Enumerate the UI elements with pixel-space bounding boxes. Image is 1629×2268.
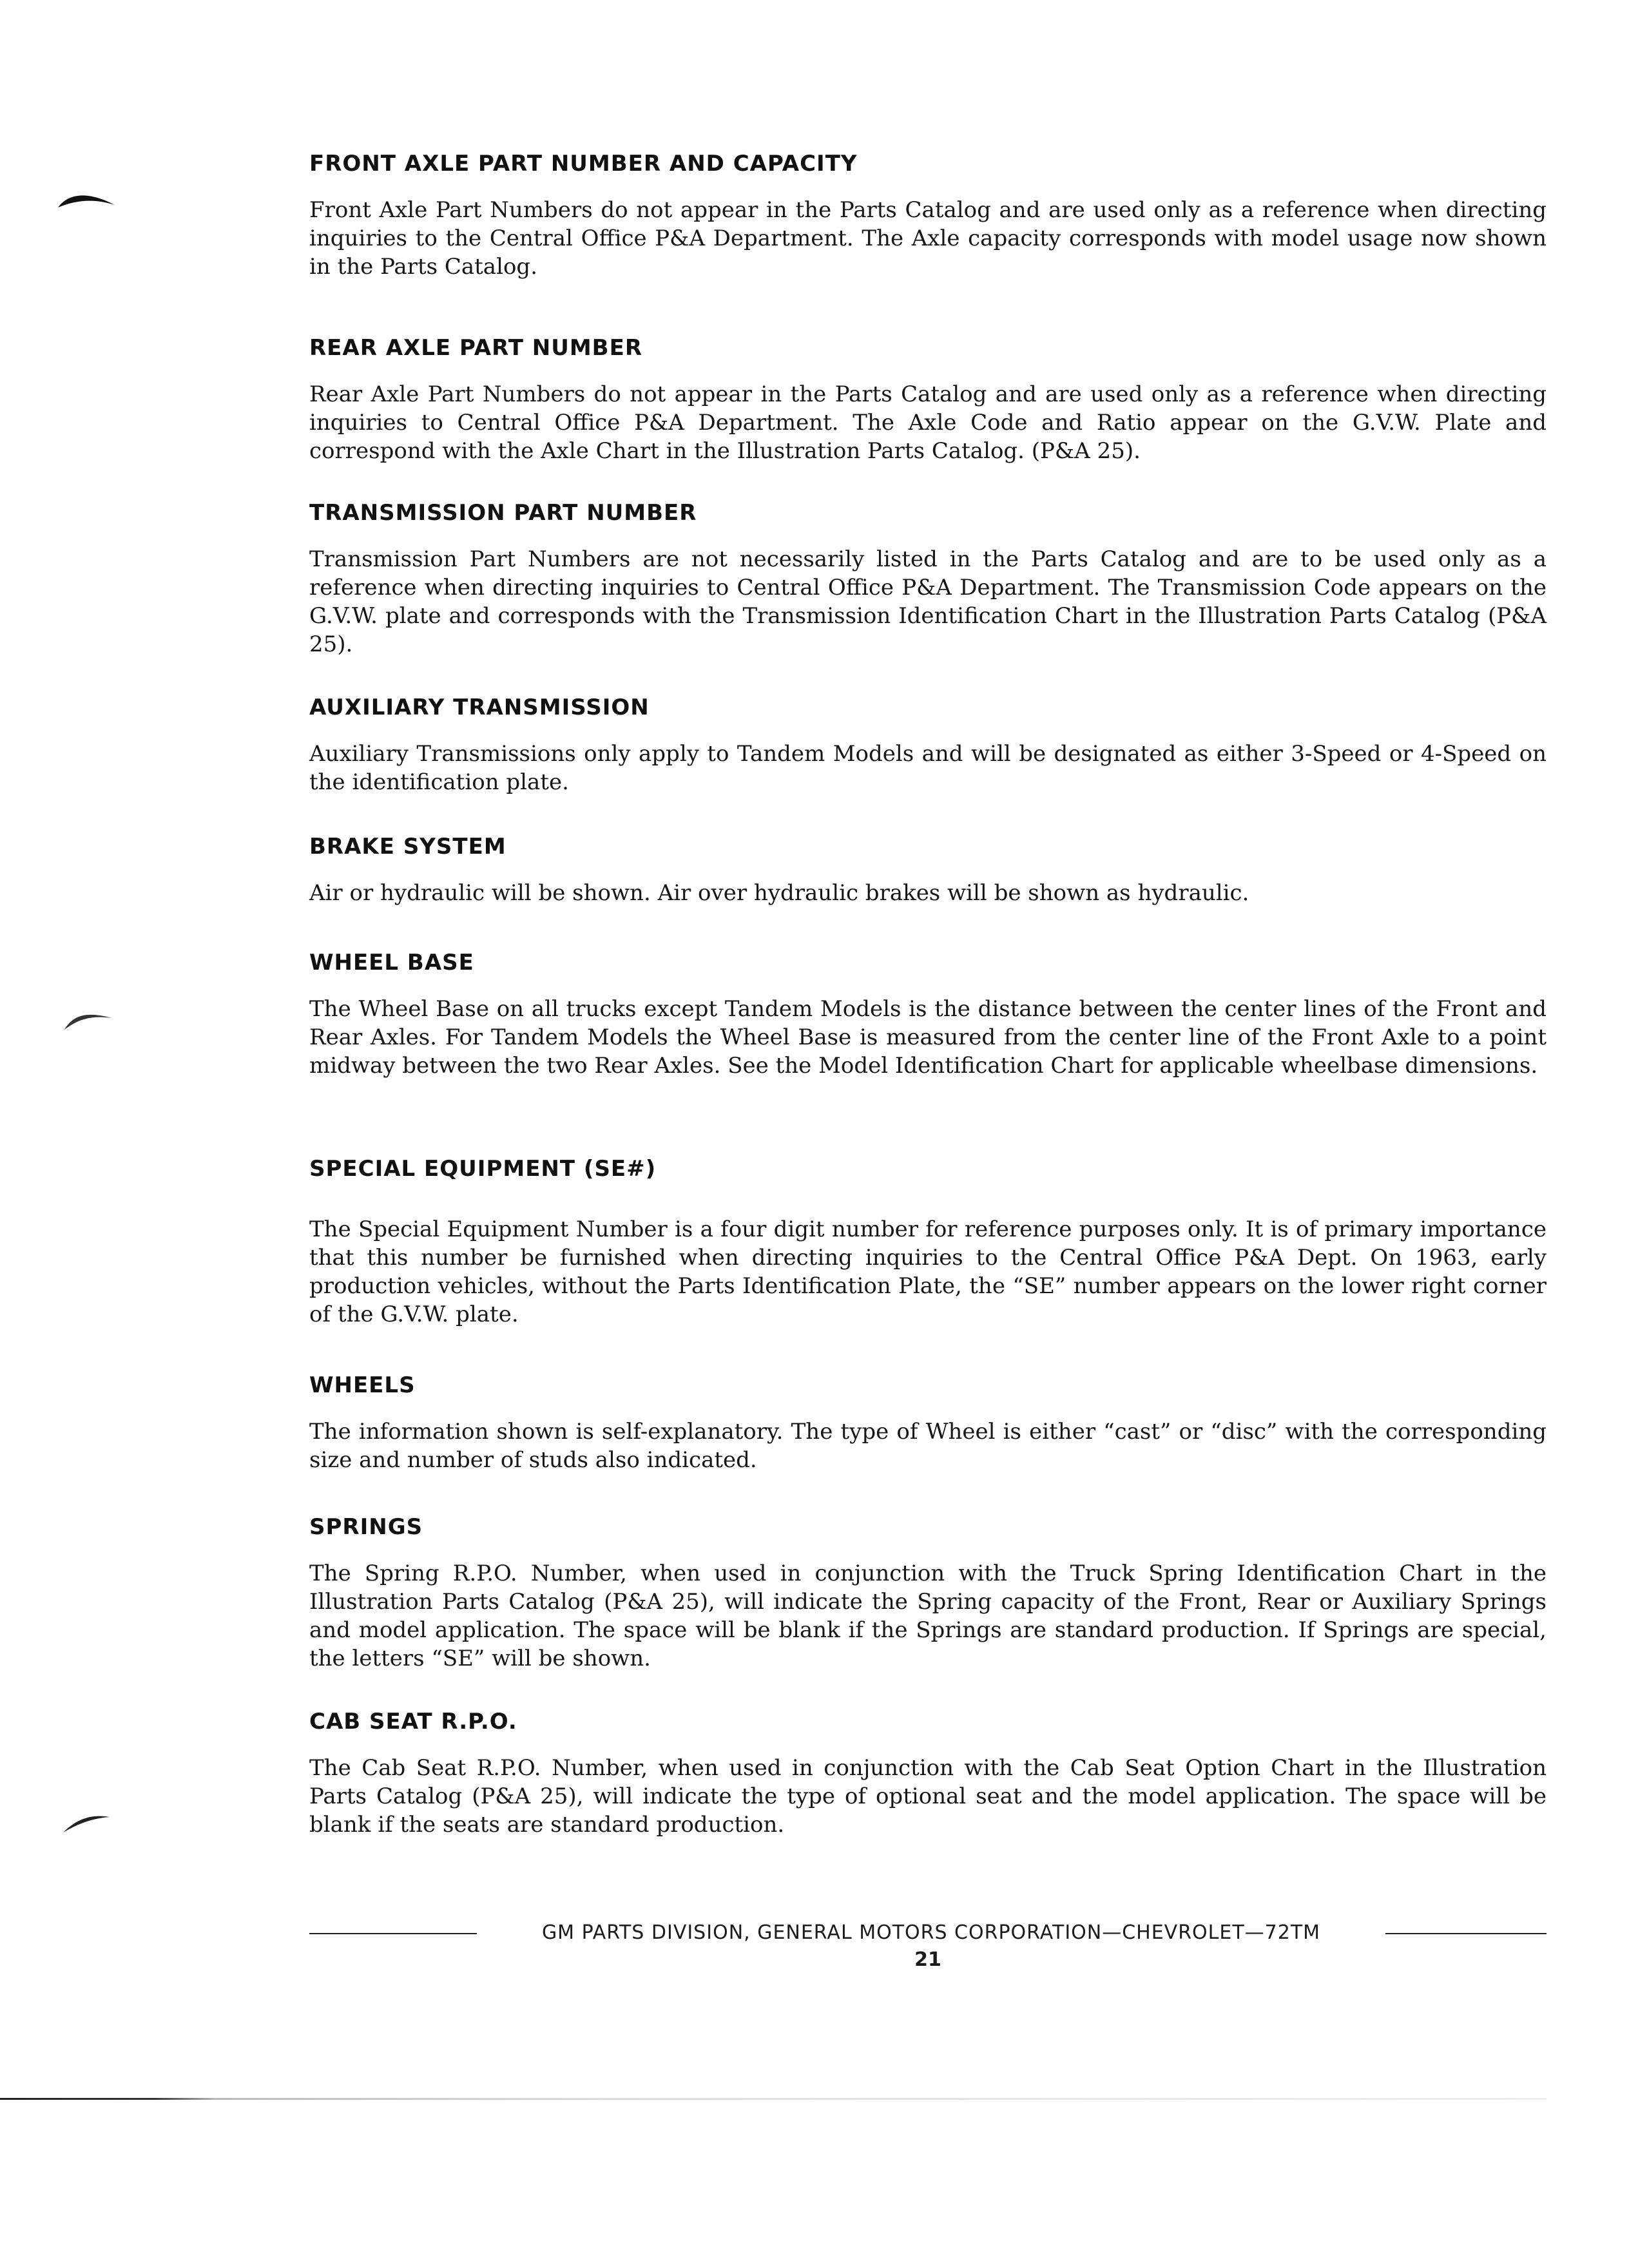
section-body: The Special Equipment Number is a four digit number for reference purposes only. It is of primary importance that this number be furnished when directing inquiries to the Central Office P&A Dept. On 1963, early production vehicles, without the Parts Identification Plate, the “SE” number appears on the lower right corner of the G.V.W. plate. bbox=[309, 1216, 1547, 1327]
section-brake-system bbox=[309, 832, 1547, 907]
section-auxiliary-transmission bbox=[309, 693, 1547, 796]
margin-mark-top bbox=[55, 182, 120, 220]
section-body: The Wheel Base on all trucks except Tandem Models is the distance between the center lines of the Front and Rear Axles. For Tandem Models the Wheel Base is measured from the center line of the Front Axle to a point midway between the two Rear Axles. See the Model Identification Chart for applicable wheelbase dimensions. bbox=[309, 996, 1547, 1079]
section-wheel-base bbox=[309, 948, 1547, 1080]
section-heading: TRANSMISSION PART NUMBER bbox=[309, 500, 697, 526]
margin-mark-middle bbox=[61, 997, 119, 1036]
page-footer bbox=[309, 1919, 1547, 1947]
page-number: 21 bbox=[914, 1948, 941, 1971]
section-heading: BRAKE SYSTEM bbox=[309, 834, 506, 860]
section-body: Front Axle Part Numbers do not appear in the Parts Catalog and are used only as a reference when directing inquiries to the Central Office P&A Department. The Axle capacity corresponds with model usage now shown in the Parts Catalog. bbox=[309, 197, 1547, 280]
footer-text: GM PARTS DIVISION, GENERAL MOTORS CORPORATION—CHEVROLET—72TM bbox=[541, 1921, 1321, 1944]
section-transmission bbox=[309, 499, 1547, 658]
section-body: Air or hydraulic will be shown. Air over hydraulic brakes will be shown as hydraulic. bbox=[309, 880, 1249, 906]
footer-rule-right bbox=[1385, 1933, 1547, 1934]
section-heading: REAR AXLE PART NUMBER bbox=[309, 335, 643, 361]
section-heading: FRONT AXLE PART NUMBER AND CAPACITY bbox=[309, 151, 858, 177]
section-springs bbox=[309, 1513, 1547, 1673]
section-body: The information shown is self-explanatory. The type of Wheel is either “cast” or “disc” with the corresponding size and number of studs also indicated. bbox=[309, 1419, 1547, 1473]
section-wheels bbox=[309, 1371, 1547, 1474]
section-heading: SPECIAL EQUIPMENT (SE#) bbox=[309, 1156, 657, 1182]
scan-bottom-edge bbox=[0, 2098, 1547, 2100]
section-body: The Cab Seat R.P.O. Number, when used in conjunction with the Cab Seat Option Chart in the Illustration Parts Catalog (P&A 25), will indicate the type of optional seat and the model application. The space will be blank if the seats are standard production. bbox=[309, 1755, 1547, 1838]
margin-mark-lower bbox=[59, 1799, 117, 1838]
section-heading: CAB SEAT R.P.O. bbox=[309, 1709, 517, 1735]
section-heading: WHEEL BASE bbox=[309, 950, 474, 975]
section-body: Auxiliary Transmissions only apply to Tandem Models and will be designated as either 3-Speed or 4-Speed on the identification plate. bbox=[309, 741, 1547, 795]
section-rear-axle bbox=[309, 334, 1547, 465]
section-body: Rear Axle Part Numbers do not appear in the Parts Catalog and are used only as a reference when directing inquiries to Central Office P&A Department. The Axle Code and Ratio appear on the G.V.W. Plate and correspond with the Axle Chart in the Illustration Parts Catalog. (P&A 25). bbox=[309, 381, 1547, 464]
section-body: The Spring R.P.O. Number, when used in conjunction with the Truck Spring Identification Chart in the Illustration Parts Catalog (P&A 25), will indicate the Spring capacity of the Front, Rear or Auxiliary Springs and model application. The space will be blank if the Springs are standard production. If Springs are special, the letters “SE” will be shown. bbox=[309, 1561, 1547, 1671]
section-heading: WHEELS bbox=[309, 1372, 416, 1398]
section-body: Transmission Part Numbers are not necessarily listed in the Parts Catalog and are to be used only as a reference when directing inquiries to Central Office P&A Department. The Transmission Code appears on the G.V.W. plate and corresponds with the Transmission Identification Chart in the Illustration Parts Catalog (P&A 25). bbox=[309, 546, 1547, 657]
section-front-axle bbox=[309, 149, 1547, 281]
section-heading: SPRINGS bbox=[309, 1514, 423, 1540]
section-special-equipment bbox=[309, 1155, 1547, 1329]
section-cab-seat bbox=[309, 1707, 1547, 1839]
section-heading: AUXILIARY TRANSMISSION bbox=[309, 695, 650, 720]
footer-rule-left bbox=[309, 1933, 477, 1934]
